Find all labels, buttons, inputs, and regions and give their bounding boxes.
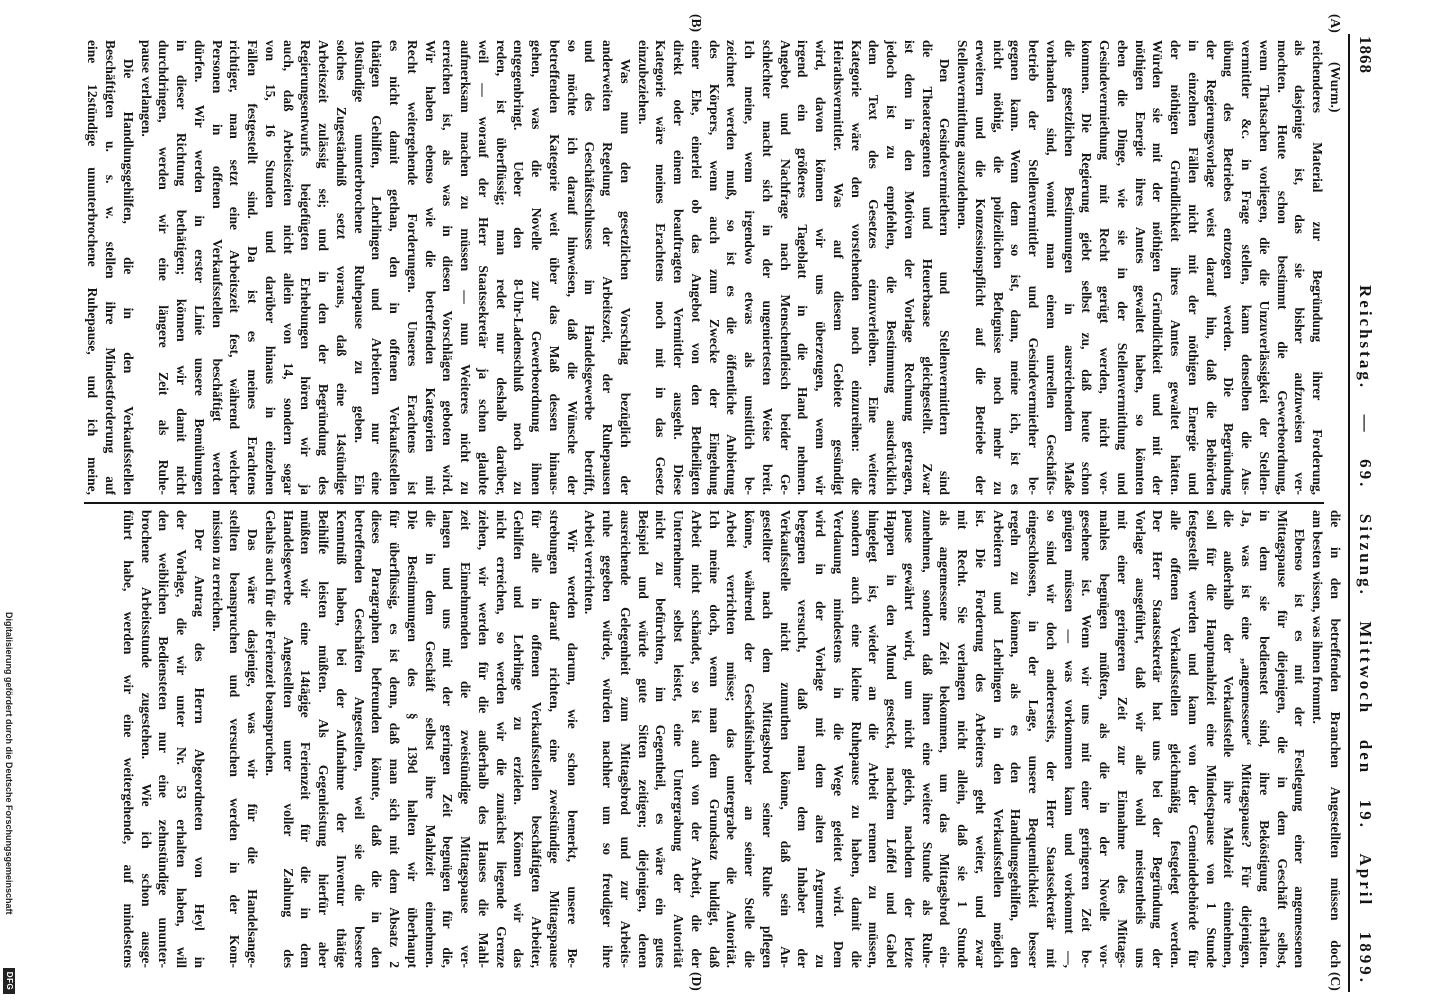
text-line: Fällen festgestellt sind. Da ist es meines Erachtens: [245, 40, 261, 495]
text-line: langen und uns mit der geringen Zeit begnügen für die,: [440, 510, 456, 968]
text-line: Das wäre dasjenige, was wir für die Handelsange-: [245, 528, 261, 968]
text-line: reden, ist überflüssig; man redet nur deshalb darüber,: [493, 40, 509, 495]
text-line: zunehmen, sondern daß ihnen eine weitere Stunde als Ruhe-: [919, 510, 935, 968]
text-line: Verdauung mindestens in die Wege geleitet wird. Dem: [831, 510, 846, 968]
text-line: Stellenvermittlung auszudehnen.: [955, 40, 971, 230]
text-line: stellten beanspruchen und versuchen werden in der Kom-: [227, 510, 243, 968]
dfg-logo: DFG: [3, 968, 15, 994]
text-line: auch, daß Arbeitszeiten nicht allein von 14, sondern sogar: [280, 40, 296, 495]
text-line: für überflüssig, es ist denn, daß man sich mit dem Absatz 2: [387, 510, 403, 968]
text-line: Gehalts auch für die Ferienzeit beanspruchen.: [263, 510, 278, 776]
text-line: ist dem in den Motiven der Vorlage Rechnung getragen,: [902, 40, 917, 495]
text-line: Arbeit verrichten.: [582, 510, 598, 615]
text-line: dürfen. Wir werden in erster Linie unsere Bemühungen: [192, 40, 207, 495]
text-line: Arbeit verrichten müsse; das untergrabe die Autorität.: [724, 510, 740, 968]
text-line: pause gewährt wird, um nicht gleich, nachdem der letzte: [902, 510, 917, 968]
text-line: Angebot und Nachfrage nach Menschenfleisch beider Ge-: [777, 40, 793, 495]
text-line: wird in der Vorlage mit dem alten Argument zu: [813, 510, 829, 968]
margin-marker-b: (B): [689, 14, 704, 32]
text-line: durchdringen, werden wir eine längere Zeit als Ruhe-: [156, 40, 172, 495]
text-line: Ebenso ist es mit der Festlegung einer angemessenen: [1292, 528, 1308, 968]
text-line: so möchte ich darauf hinweisen, daß die Wünsche der: [564, 40, 580, 495]
text-line: die Theateragenten und Heuerbaase gleichgestellt. Zwar: [919, 40, 935, 495]
text-line: Happen in den Mund gesteckt, nachdem Löffel und Gabel: [884, 510, 900, 968]
text-line: gnügen müssen — was vorkommen kann und vorkommt —,: [1061, 510, 1077, 968]
text-line: Recht weitergehende Forderungen. Unseres Erachtens ist: [405, 40, 420, 495]
text-line: Der Antrag des Herrn Abgeordneten von Heyl in: [192, 528, 207, 968]
text-line: mit Recht. Sie verlangen nicht allein, daß sie 1 Stunde: [955, 510, 971, 968]
text-line: aufmerksam machen zu müssen — nun Weiteres nicht zu: [458, 40, 474, 495]
text-line: Arbeit nicht schändet, so ist auch von der Arbeit, die der: [689, 510, 704, 968]
text-line: für alle in offenen Verkaufsstellen beschäftigten Arbeiter,: [529, 510, 545, 968]
text-line: Kategorie wäre meines Erachtens noch mit in das Gesetz: [653, 40, 669, 495]
text-line: Ja, was ist eine „angemessene“ Mittagspause? Für diejenigen,: [1239, 510, 1255, 968]
paragraph: [137, 40, 634, 495]
text-line: begegnen versucht, daß man dem Inhaber der: [795, 510, 811, 968]
header-rule: [1348, 34, 1350, 992]
text-line: vorhanden sind, womit man einem unreellen Geschäfts-: [1044, 40, 1059, 495]
text-line: Personen in offenen Verkaufsstellen beschäftigt werden: [209, 40, 225, 495]
text-line: vermittler &c. in Frage stellen, kann denselben die Aus-: [1239, 40, 1255, 495]
text-line: festgestellt werden und kann von der Gemeindebehörde für: [1186, 510, 1201, 968]
text-line: nicht zu befürchten, im Gegentheil, es wäre ein gutes: [653, 510, 669, 968]
paragraph: [581, 510, 1309, 968]
text-line: erweitern und die Konzessionspflicht auf die Betriebe der: [973, 40, 988, 495]
text-line: mochten. Heute schon bestimmt die Gewerbeordnung,: [1274, 40, 1290, 495]
text-line: ausreichende Gelegenheit zum Mittagsbrod und zur Arbeits-: [618, 510, 633, 968]
text-line: als angemessene Zeit bekommen, um das Mittagsbrod ein-: [937, 510, 953, 968]
speaker-label: (Wurm.): [1328, 62, 1343, 113]
text-line: die in dem Geschäft selbst ihre Mahlzeit einnehmen.: [422, 510, 438, 968]
text-line: alle offenen Verkaufsstellen gleichmäßig festgelegt werden.: [1168, 510, 1184, 968]
text-line: schlechter macht sich in der ungeniertesten Weise breit.: [760, 40, 775, 495]
digitization-credit: Digitalisierung gefördert durch die Deutsche Forschungsgemeinschaft: [4, 612, 14, 915]
text-line: Kenntniß haben, bei der Aufnahme der Inventur thätige: [334, 510, 349, 968]
paragraph: [119, 510, 208, 968]
text-line: dieses Paragraphen befreunden könnte, daß die in den: [369, 510, 385, 968]
paragraph: [1309, 510, 1345, 968]
text-line: richtiger, man setzt eine Arbeitszeit fest, während welcher: [227, 40, 243, 495]
text-line: Handelsgewerbe Angestellten unter voller Zahlung des: [280, 510, 296, 968]
text-line: gehen, was die Novelle zur Gewerbeordnung ihnen: [529, 40, 545, 495]
text-line: Vorlage ausgeführt, daß wir alle wohl meistentheils uns: [1132, 510, 1148, 968]
text-line: reichenderes Material zur Begründung ihrer Forderung,: [1310, 40, 1326, 495]
text-line: betrieb der Stellenvermittler und Gesindevermiether be-: [1026, 40, 1042, 495]
text-line: weil — worauf der Herr Staatssekretär ja schon glaubte: [476, 40, 491, 495]
text-line: ist. Die Forderung des Arbeiters geht weiter, und zwar: [973, 510, 988, 968]
column-divider: [84, 502, 1324, 504]
text-line: als dasjenige ist, das sie bisher aufzuweisen ver-: [1292, 40, 1308, 495]
text-line: Arbeitern und Lehrlingen in den Verkaufsstellen möglich: [990, 510, 1006, 968]
text-line: wenn Thatsachen vorliegen, die die Unzuverlässigkeit der Stellen-: [1257, 40, 1272, 495]
text-line: die außerhalb der Verkaufsstelle ihre Mahlzeit einnehmen,: [1221, 510, 1237, 968]
text-line: Der Herr Staatssekretär hat uns bei der Begründung der: [1150, 510, 1166, 968]
text-line: in dem sie bedienstet sind, ihre Beköstigung erhalten.: [1257, 510, 1272, 968]
text-line: der Regierungsvorlage weist darauf hin, daß die Behörden: [1203, 40, 1219, 495]
text-column-right: [119, 510, 1344, 968]
text-line: Regierungsentwurfs beigefügten Erhebungen hören wir ja: [298, 40, 314, 495]
text-line: soll für die Hauptmahlzeit eine Mindestpause von 1 Stunde: [1203, 510, 1219, 968]
text-line: der nöthigen Gründlichkeit ihres Amtes gewaltet hätten.: [1168, 40, 1184, 495]
text-line: Würden sie mit der nöthigen Gründlichkeit und mit der: [1150, 40, 1166, 495]
text-line: Die Handlungsgehilfen, die in den Verkaufsstellen: [121, 58, 136, 495]
paragraph: [954, 40, 1327, 495]
text-line: Die Bestimmungen des § 139d halten wir überhaupt: [405, 510, 420, 968]
session-title: Reichstag. — 69. Sitzung. Mittwoch den 19. April 1899.: [1356, 285, 1375, 985]
text-line: anderweiten Regelung der Arbeitszeit, der Ruhepausen: [600, 40, 616, 495]
text-line: thätigen Gehilfen, Lehrlingen und Arbeitern nur eine: [369, 40, 385, 495]
text-line: nöthigen Energie ihres Amtes gewaltet haben, so könnten: [1132, 40, 1148, 495]
text-line: ruhe gegeben würde, würden nachher um so freudiger ihre: [600, 510, 616, 968]
text-line: Ich meine doch, wenn man dem Grundsatz huldigt, daß: [706, 510, 722, 968]
text-line: des Körpers, wenn auch zum Zwecke der Eingehung: [706, 40, 722, 495]
margin-marker-a: (A): [1328, 14, 1343, 33]
page-header: [1354, 0, 1376, 1000]
text-line: Kategorie wäre den vorstehenden noch einzureihen: die: [848, 40, 864, 495]
text-line: jedoch ist zu empfehlen, die Bestimmung ausdrücklich: [884, 40, 900, 495]
text-line: kommen. Die Regierung giebt selbst zu, daß heute schon: [1079, 40, 1095, 495]
text-line: eben die Dinge, wie sie in der Stellenvermittlung und: [1115, 40, 1130, 495]
text-line: zeit Einnehmenden die zweistündige Mittagspause ver-: [458, 510, 474, 968]
text-line: regeln zu können, als es den Handlungsgehilfen, den: [1008, 510, 1024, 968]
paragraph: [634, 40, 954, 495]
text-line: Beschäftigten u. s. w. stellen ihre Mindestforderung auf: [103, 40, 119, 495]
text-line: dem Text des Gesetzes einzuverleiben. Eine weitere: [866, 40, 882, 495]
text-line: Was nun den gesetzlichen Vorschlag bezüglich der: [618, 58, 633, 495]
text-line: und des Geschäftsschlusses im Handelsgewerbe betrifft,: [582, 40, 598, 495]
text-line: hingelegt ist, wieder an die Arbeit rennen zu müssen,: [866, 510, 882, 968]
text-line: in dieser Richtung bethätigen; können wir damit nicht: [174, 40, 190, 495]
text-line: brochene Arbeitsstunde zugestehen. Wie ich schon ausge-: [138, 510, 154, 968]
text-line: betreffenden Geschäften Angestellten, weil sie die bessere: [351, 510, 367, 968]
text-line: Gesindevermiethung mit Recht gerügt werden, nicht vor-: [1097, 40, 1113, 495]
page-number: 1868: [1356, 36, 1375, 74]
text-line: betreffenden Kategorie weit über das Maß dessen hinaus-: [547, 40, 562, 495]
text-line: mit einer geringeren Zeit zur Einnahme des Mittags-: [1115, 510, 1130, 968]
text-line: gesehene ist. Wenn wir uns mit einer geringeren Zeit be-: [1079, 510, 1095, 968]
text-line: gegnen kann. Wenn dem so ist, dann, meine ich, ist es: [1008, 40, 1024, 495]
text-line: übung des Betriebes entzogen werden. Die Begründung: [1221, 40, 1237, 495]
text-line: Ich meine, wenn irgendwo etwas als unsittlich be-: [742, 40, 758, 495]
text-line: gestellter nach dem Mittagsbrod seiner Ruhe pflegen: [760, 510, 775, 968]
text-line: von 15, 16 Stunden und darüber hinaus in einzelnen: [263, 40, 278, 495]
text-line: irgend ein größeres Tageblatt in die Hand nehmen.: [795, 40, 811, 495]
paragraph: [208, 510, 261, 968]
text-column-left: [84, 40, 1344, 495]
text-line: einzubeziehen.: [635, 40, 651, 125]
text-line: so sind wir doch andererseits, der Herr Staatssekretär mit: [1044, 510, 1059, 968]
text-line: direkt oder einem beauftragten Vermittler ausgeht. Diese: [671, 40, 687, 495]
margin-marker-c: (C): [1328, 972, 1343, 991]
text-line: pause verlangen.: [138, 40, 154, 137]
text-line: Mittagspause für diejenigen, die in dem Geschäft selbst,: [1274, 510, 1290, 968]
text-line: einer Ehe, einerlei ob das Angebot von den Betheiligten: [689, 40, 704, 495]
text-line: nicht nöthig, die polizeilichen Befugnisse noch mehr zu: [990, 40, 1006, 495]
text-line: müßten wir eine 14tägige Ferienzeit für die in dem: [298, 510, 314, 968]
text-line: Beihilfe leisten müßten. Als Gegenleistung hierfür aber: [316, 510, 332, 968]
text-line: am besten wissen, was ihnen frommt.: [1310, 510, 1326, 724]
text-line: könne, während der Geschäftsinhaber an seiner Stelle die: [742, 510, 758, 968]
text-line: zeichnet werden muß, so ist es die öffentliche Anbietung: [724, 40, 740, 495]
text-line: der Vorlage, die wir unter Nr. 53 erhalten haben, will: [174, 510, 190, 968]
text-line: Gehilfen und Lehrlinge zu erzielen. Können wir das: [511, 510, 527, 968]
text-line: eingeschlossen, in der Lage, unsere Bequemlichkeit besser: [1026, 510, 1042, 968]
text-line: Wir werden darum, wie schon bemerkt, unsere Be-: [564, 528, 580, 968]
text-line: entgegenbringt. Ueber den 8-Uhr-Ladenschluß noch zu: [511, 40, 527, 495]
text-line: die gesetzlichen Bestimmungen in ausreichendem Maße: [1061, 40, 1077, 495]
text-line: nicht erreichen, so werden wir die zunächst liegende Grenze: [493, 510, 509, 968]
text-line: führt habe, werden wir eine weitergehende, auf mindestens: [121, 510, 136, 968]
text-line: 10stündige ununterbrochene Ruhepause zu geben. Ein: [351, 40, 367, 495]
text-line: mahles begnügen müßten, als die in der Novelle vor-: [1097, 510, 1113, 968]
text-line: solches Zugeständniß setzt voraus, daß eine 14stündige: [334, 40, 349, 495]
text-line: sondern auch eine kleine Ruhepause zu haben, damit die: [848, 510, 864, 968]
margin-marker-d: (D): [689, 972, 704, 991]
paragraph: [84, 40, 137, 495]
text-line: in einzelnen Fällen nicht mit der nöthigen Energie und: [1186, 40, 1201, 495]
paragraph: [261, 510, 581, 968]
text-line: wird, davon können wir uns überzeugen, wenn wir: [813, 40, 829, 495]
text-line: den weiblichen Bediensteten nur eine zehnstündige ununter-: [156, 510, 172, 968]
text-line: es nicht damit gethan, den in offenen Verkaufsstellen: [387, 40, 403, 495]
text-line: Arbeitszeit zulässig sei; und in den der Begründung des: [316, 40, 332, 495]
text-line: Verkaufsstelle nicht zumuthen könne, daß sein An-: [777, 510, 793, 968]
text-line: erreichen ist, als was in diesen Vorschlägen geboten wird.: [440, 40, 456, 495]
text-line: Wir haben ebenso wie die betreffenden Kategorien mit: [422, 40, 438, 495]
text-line: Beispiel und würde gute Sitten zeitigen; diejenigen, denen: [635, 510, 651, 968]
text-line: Den Gesindevermiethern und Stellenvermittlern sind: [937, 58, 953, 495]
text-line: Unternehmer selbst leistet, eine Untergrabung der Autorität: [671, 510, 687, 968]
text-line: eine 12stündige ununterbrochene Ruhepause, und ich meine,: [85, 40, 101, 495]
text-line: ziehen, wir werden für die außerhalb des Hauses die Mahl-: [476, 510, 491, 968]
text-line: Heirathsvermittler. Was auf diesem Gebiete gesündigt: [831, 40, 846, 495]
text-line: strebungen darauf richten, eine zweistündige Mittagspause: [547, 510, 562, 968]
text-line: die in den betreffenden Branchen Angestellten müssen doch: [1328, 510, 1343, 968]
text-line: mission zu erreichen.: [209, 510, 225, 632]
